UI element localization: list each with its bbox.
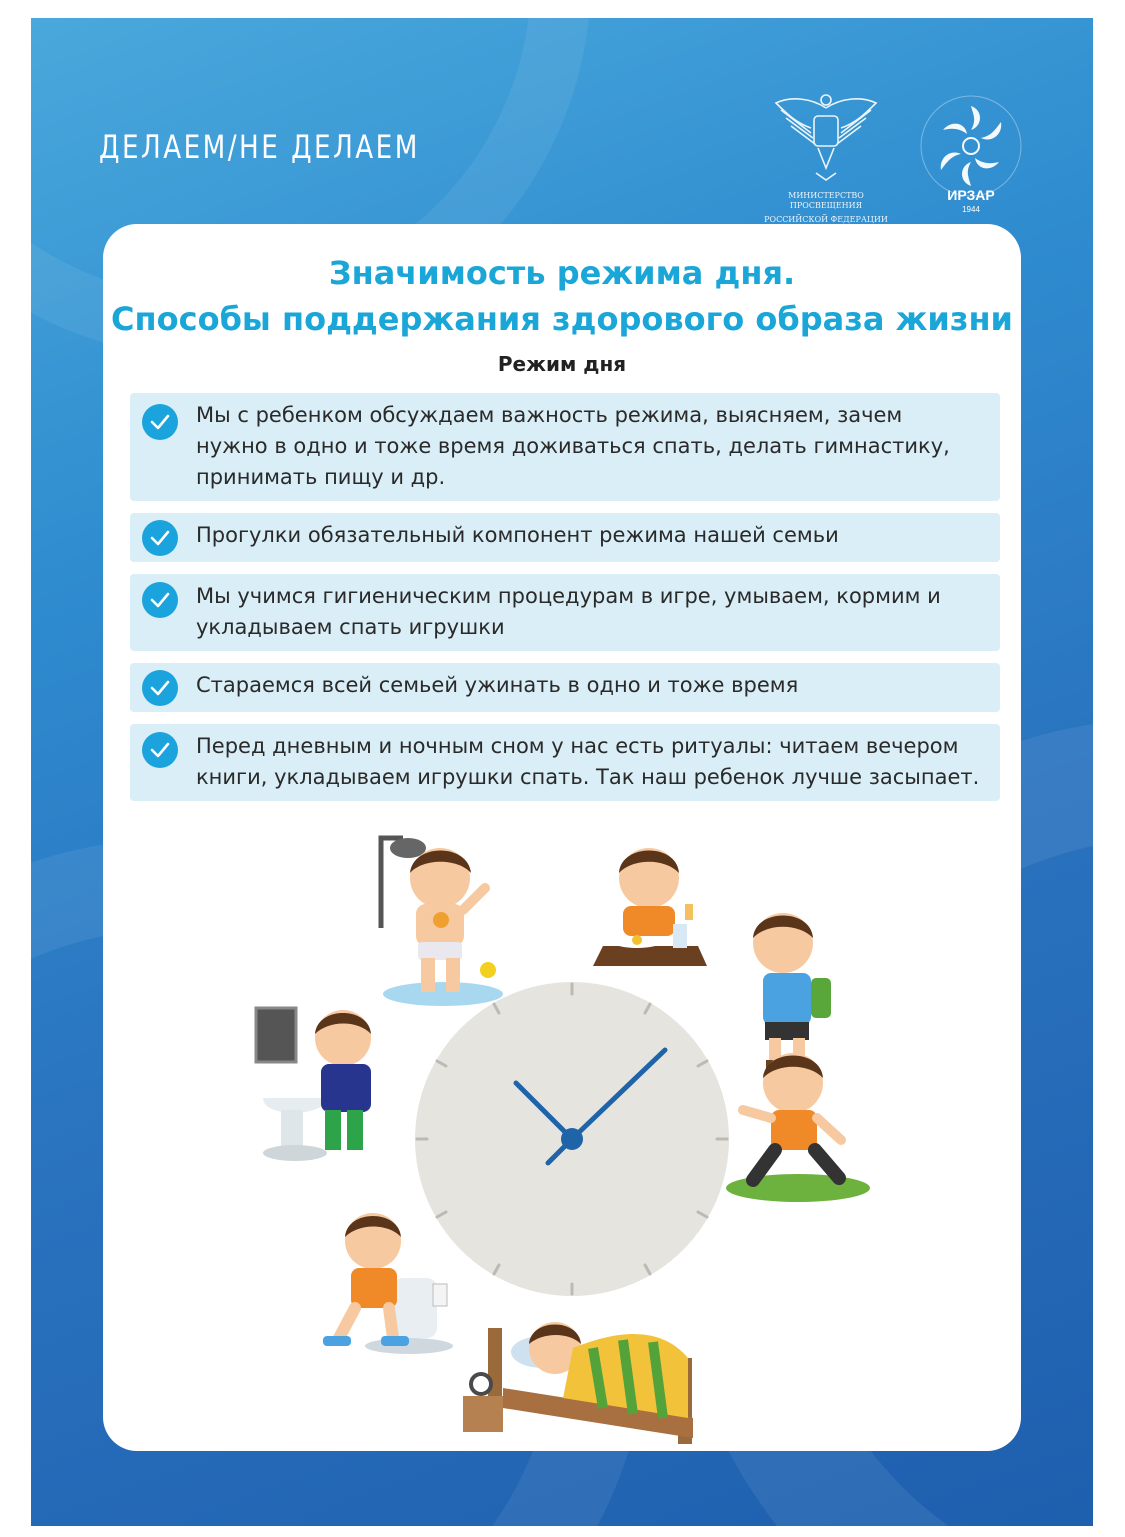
list-item	[130, 724, 1000, 801]
ministry-caption-1: МИНИСТЕРСТВО ПРОСВЕЩЕНИЯ	[788, 191, 864, 210]
ministry-caption-2: РОССИЙСКОЙ ФЕДЕРАЦИИ	[764, 215, 888, 224]
irzar-logo	[911, 88, 1031, 218]
check-icon	[142, 404, 178, 440]
header-title: ДЕЛАЕМ/НЕ ДЕЛАЕМ	[99, 128, 420, 166]
ministry-logo	[756, 88, 896, 228]
irzar-name: ИРЗАР	[947, 187, 995, 203]
list-item	[130, 663, 1000, 712]
check-icon	[142, 732, 178, 768]
ministry-emblem-icon	[771, 88, 881, 183]
clock-icon	[415, 982, 729, 1296]
page-title-line2: Способы поддержания здорового образа жизни	[111, 300, 1013, 338]
list-item-text: Перед дневным и ночным сном у нас есть ритуалы: читаем вечером книги, укладываем игрушки спать. Так наш ребенок лучше засыпает.	[196, 734, 980, 789]
irzar-logo-icon	[911, 88, 1031, 218]
poster-background	[31, 18, 1093, 1526]
content-card	[103, 224, 1021, 1451]
list-item-text: Мы учимся гигиеническим процедурам в игре, умываем, кормим и укладываем спать игрушки	[196, 584, 941, 639]
potty-kid-icon	[323, 1213, 453, 1354]
toothbrush-kid-icon	[256, 1008, 371, 1161]
irzar-year: 1944	[962, 205, 980, 214]
breakfast-kid-icon	[593, 848, 707, 966]
list-item	[130, 574, 1000, 651]
sleeping-kid-icon	[463, 1322, 693, 1444]
page-title-line1: Значимость режима дня.	[328, 254, 796, 292]
section-subtitle: Режим дня	[497, 352, 627, 376]
check-icon	[142, 582, 178, 618]
running-kid-icon	[726, 1053, 870, 1202]
list-item-text: Стараемся всей семьей ужинать в одно и тоже время	[196, 673, 799, 697]
daily-routine-illustration	[103, 818, 1021, 1448]
list-item	[130, 513, 1000, 562]
list-item	[130, 393, 1000, 501]
check-icon	[142, 670, 178, 706]
shower-kid-icon	[381, 838, 503, 1006]
list-item-text: Мы с ребенком обсуждаем важность режима, выясняем, зачем нужно в одно и тоже время доживаться спать, делать гимнастику, принимать пищу и др.	[196, 403, 950, 489]
schoolbag-kid-icon	[753, 913, 831, 1068]
list-item-text: Прогулки обязательный компонент режима нашей семьи	[196, 523, 839, 547]
check-icon	[142, 520, 178, 556]
